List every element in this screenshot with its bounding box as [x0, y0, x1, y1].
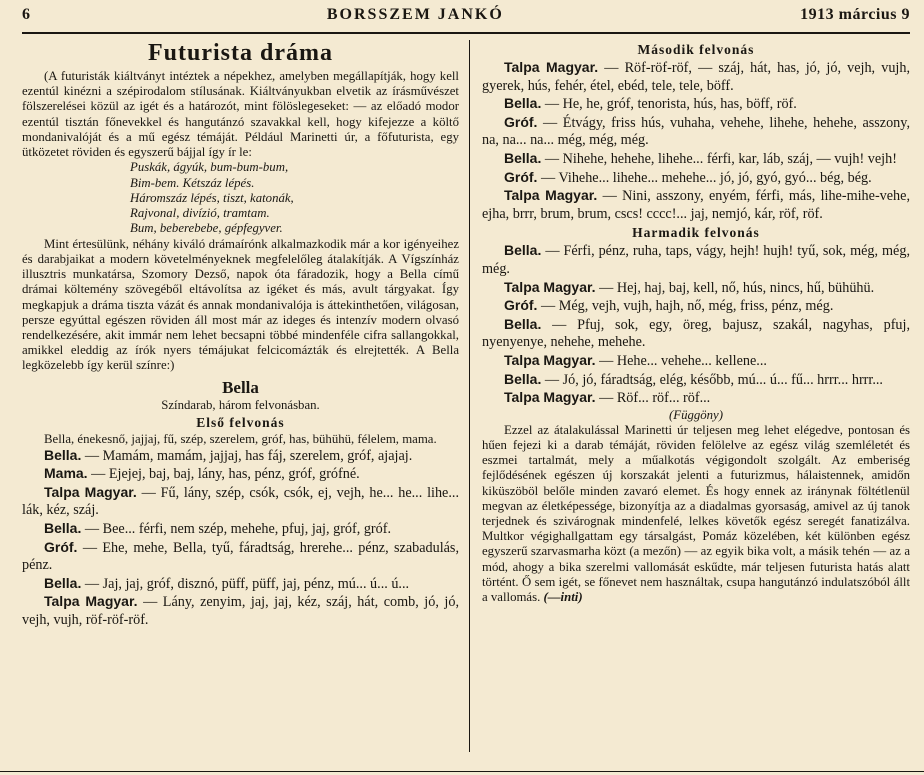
speech: — Vihehe... lihehe... mehehe... jó, jó, gyó, gyó... bég, bég. — [537, 169, 872, 186]
speech: — Lány, zenyim, jaj, jaj, kéz, száj, hát, comb, jó, jó, vejh, vujh, röf-röf-röf. — [22, 594, 459, 628]
speaker: Bella. — [44, 574, 82, 591]
speech: — Ejejej, baj, baj, lány, has, pénz, gróf, grófné. — [87, 466, 360, 483]
speech: — Ehe, mehe, Bella, tyű, fáradtság, hrerehe... pénz, szabadulás, pénz. — [22, 539, 459, 574]
act-heading: Második felvonás — [637, 42, 755, 57]
speaker: Bella. — [504, 315, 542, 332]
dialogue-line — [482, 389, 910, 408]
speaker: Gróf. — [504, 168, 538, 185]
dialogue-line — [482, 169, 910, 188]
columns — [22, 40, 910, 752]
dialogue-line — [22, 465, 459, 484]
speaker: Talpa Magyar. — [504, 389, 596, 406]
dialogue-line — [482, 114, 910, 150]
speech: — Röf-röf-röf, — száj, hát, has, jó, jó, vejh, vujh, gyerek, hús, fehér, étel, ebéd, tele, tele, böff. — [482, 60, 910, 94]
dialogue-line — [482, 59, 910, 95]
dialogue-line — [482, 316, 910, 352]
speech: — Még, vejh, vujh, hajh, nő, még, friss, pénz, még. — [537, 298, 834, 315]
act-heading: Harmadik felvonás — [632, 225, 760, 241]
masthead: BORSSZEM JANKÓ — [326, 6, 504, 23]
speech: — Jaj, jaj, gróf, disznó, püff, püff, jaj, pénz, mú... ú... ú... — [81, 575, 410, 592]
speech: — Röf... röf... röf... — [595, 390, 711, 407]
speech: — Jó, jó, fáradtság, elég, később, mú... ú... fű... hrrr... hrrr... — [541, 371, 883, 388]
dialogue-line — [482, 187, 910, 223]
curtain-note: (Függöny) — [668, 407, 723, 422]
act1-dialogue — [22, 447, 459, 630]
play-title: Bella — [222, 377, 259, 397]
speaker: Bella. — [504, 149, 542, 166]
poem-block — [22, 160, 459, 236]
speaker: Talpa Magyar. — [504, 278, 596, 295]
article-title: Futurista dráma — [148, 40, 333, 66]
dialogue-line — [22, 520, 459, 539]
speaker: Talpa Magyar. — [504, 351, 596, 368]
poem-line: Bum, beberebebe, gépfegyver. — [130, 221, 283, 236]
speech: — Hej, haj, baj, kell, nő, hús, nincs, hű, bühühü. — [595, 279, 875, 296]
dialogue-line — [22, 484, 459, 520]
act3-dialogue — [482, 242, 910, 407]
left-column — [22, 40, 469, 752]
right-column — [469, 40, 910, 752]
bottom-rule — [0, 771, 924, 775]
speaker: Talpa Magyar. — [504, 59, 599, 75]
speaker: Gróf. — [504, 297, 538, 314]
epilogue-text: Ezzel az átalakulással Marinetti úr teljesen meg lehet elégedve, pontosan és hűen fejezi ki a darab témáját, röviden felölelve az egész világ szemléletét és eszmei tartalmát, mely a műalkotás végigondolt szolgált. Az emberiség fejlődésének egészen új korszakát jelenti a futurizmus, hálaistennek, amidőn kiküszöböl belőle minden zavaró elemet. És hogy ennek az iránynak föltétlenül megvan az életképessége, bizonyítja az a diadalmas gyorsaság, amivel az új tanok terjednek és szivárognak mindenfelé, lelkes követők egész seregét fanatizálva. Multkor végighallgattam egy társalgást, Pomáz közelében, két különben egész egyszerű szarvasmarha közt (a mezőn) — az egyik bika volt, a másik tehén — az a mód, ahogy a bika szerelmi vallomását eskűdte, már teljesen futurista hatás alatt történt. Ő sem igét, se főnevet nem használtak, csupa hangutánzó indulatszóból állt a vallomás. — [482, 422, 910, 604]
speaker: Talpa Magyar. — [504, 187, 598, 204]
dialogue-line — [482, 371, 910, 390]
poem-line: Bim-bem. Kétszáz lépés. — [130, 175, 255, 190]
dialogue-line — [22, 447, 459, 466]
speaker: Gróf. — [44, 538, 78, 555]
page-number: 6 — [22, 6, 31, 23]
speaker: Bella. — [44, 519, 82, 536]
dialogue-line — [482, 279, 910, 298]
speech: — Férfi, pénz, ruha, taps, vágy, hejh! hujh! tyű, sok, még, még, még. — [482, 243, 910, 277]
speaker: Gróf. — [504, 113, 538, 130]
speech: — Étvágy, friss hús, vuhaha, vehehe, lihehe, hehehe, asszony, na, na... na... még, még, még. — [482, 114, 910, 149]
speech: — Nini, asszony, enyém, férfi, más, lihe-mihe-vehe, ejha, brrr, brum, brum, cscs! cccc!... jaj, nemjó, kár, röf, röf. — [482, 188, 910, 222]
speech: — Fű, lány, szép, csók, csók, ej, vejh, he... he... lihe... lák, kéz, száj. — [22, 484, 459, 519]
dialogue-line — [482, 352, 910, 371]
play-subtitle: Színdarab, három felvonásban. — [161, 397, 320, 412]
speech: — He, he, gróf, tenorista, hús, has, böff, röf. — [541, 96, 797, 113]
dialogue-line — [482, 242, 910, 278]
epilogue — [482, 423, 910, 605]
speaker: Bella. — [44, 446, 82, 463]
speech: — Nihehe, hehehe, lihehe... férfi, kar, láb, száj, — vujh! vejh! — [541, 150, 897, 167]
speech: — Mamám, mamám, jajjaj, has fáj, szerelem, gróf, ajajaj. — [81, 447, 413, 464]
dialogue-line — [482, 95, 910, 114]
speaker: Talpa Magyar. — [44, 483, 137, 500]
poem-line: Háromszáz lépés, tiszt, katonák, — [130, 190, 294, 205]
speech: — Pfuj, sok, egy, öreg, bajusz, szakál, nagyhas, pfuj, nyenyenye, nehehe, mehehe. — [482, 316, 910, 351]
dialogue-line — [482, 297, 910, 316]
author-signature: (—inti) — [543, 589, 583, 604]
dialogue-line — [22, 575, 459, 594]
speaker: Bella. — [504, 242, 542, 259]
issue-date: 1913 március 9 — [800, 6, 910, 23]
act2-dialogue — [482, 59, 910, 223]
article-intro: (A futuristák kiáltványt intéztek a népekhez, amelyben megállapítják, hogy kell ezentúl kinézni a szépirodalom stílusának. Kiáltványukban elvetik az írásművészet fölszerelései közül az igét és a határozót, mint fölöslegeseket: — az előadó modor ezentúl tisztán főnevekkel és hangutánzó szavakkal kell, hogy kifejezze a költő mondanivalóját és a mű egész témáját. Például Marinetti úr, a főfuturista, egy ütközetet röviden és egyszerű bájjal így ír le: — [22, 69, 459, 160]
article-paragraph: Mint értesülünk, néhány kiváló drámaírónk alkalmazkodik már a kor igényeihez és darabjaikat a modern követelményeknek megfelelőleg átalakítják. A Vígszínház illusztris munkatársa, Szomory Dezső, napok óta fáradozik, hogy a Bella című drámai költemény szövegéből eltávolítsa az igéket és más, avult tárgyakat. Így megkapjuk a dráma tiszta vázát és annak mondanivalója is áttekinthetően, világosan, persze egyúttal egészen röviden áll most már az ideges és intenzív modern olvasó rendelkezésére, akit immár nem lehet becsapni többé mindenféle cifra sallangokkal, amikkel eleddig az írók nyers témájukat felcicomázták és elrejtették. A Bella legközelebb így kerül színre:) — [22, 236, 459, 373]
dialogue-line — [482, 150, 910, 169]
speaker: Bella. — [504, 95, 542, 112]
poem-line: Rajvonal, divízió, tramtam. — [130, 206, 270, 221]
cast-list: Bella, énekesnő, jajjaj, fű, szép, szerelem, gróf, has, bühühü, félelem, mama. — [44, 431, 437, 446]
act-heading: Első felvonás — [196, 414, 285, 430]
speech: — Hehe... vehehe... kellene... — [595, 352, 767, 369]
speaker: Bella. — [504, 370, 542, 387]
page-header — [22, 6, 910, 34]
poem-line: Puskák, ágyúk, bum-bum-bum, — [130, 160, 289, 175]
speaker: Talpa Magyar. — [44, 593, 138, 610]
speaker: Mama. — [44, 465, 88, 482]
dialogue-line — [22, 539, 459, 575]
dialogue-line — [22, 593, 459, 629]
speech: — Bee... férfi, nem szép, mehehe, pfuj, jaj, gróf, gróf. — [81, 520, 392, 537]
